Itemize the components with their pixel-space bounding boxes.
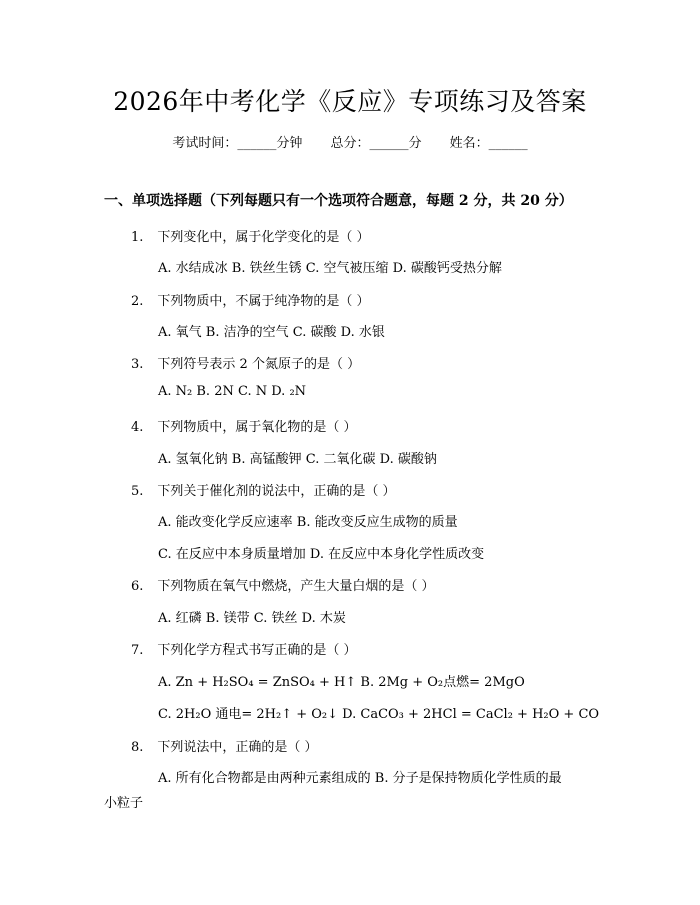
question-3-options: A. N₂ B. 2N C. N D. ₂N	[158, 384, 307, 399]
total-score: 总分：______分	[330, 136, 422, 151]
question-8	[131, 736, 318, 755]
question-1	[131, 226, 370, 245]
question-4-options: A. 氢氧化钠 B. 高锰酸钾 C. 二氧化碳 D. 碳酸钠	[158, 452, 437, 467]
question-text: 下列变化中，属于化学变化的是（ ）	[157, 230, 370, 245]
question-text: 下列物质中，不属于纯净物的是（ ）	[157, 294, 370, 309]
question-1-options: A. 水结成冰 B. 铁丝生锈 C. 空气被压缩 D. 碳酸钙受热分解	[158, 261, 502, 276]
section-heading: 一、单项选择题（下列每题只有一个选项符合题意，每题 2 分，共 20 分）	[104, 193, 573, 209]
page-title: 2026年中考化学《反应》专项练习及答案	[113, 87, 587, 116]
question-number: 3.	[131, 357, 144, 372]
question-text: 下列物质中，属于氧化物的是（ ）	[157, 420, 357, 435]
question-5	[131, 480, 396, 499]
question-6-options: A. 红磷 B. 镁带 C. 铁丝 D. 木炭	[158, 611, 346, 626]
question-8-options-continuation: 小粒子	[104, 796, 144, 811]
question-number: 4.	[131, 420, 144, 435]
question-8-options: A. 所有化合物都是由两种元素组成的 B. 分子是保持物质化学性质的最	[158, 771, 562, 786]
question-7	[131, 639, 357, 658]
question-text: 下列关于催化剂的说法中，正确的是（ ）	[157, 484, 396, 499]
question-2-options: A. 氧气 B. 洁净的空气 C. 碳酸 D. 水银	[158, 325, 385, 340]
question-number: 8.	[131, 740, 144, 755]
question-text: 下列物质在氧气中燃烧，产生大量白烟的是（ ）	[157, 579, 435, 594]
question-number: 2.	[131, 294, 144, 309]
question-text: 下列说法中，正确的是（ ）	[157, 740, 318, 755]
question-number: 1.	[131, 230, 144, 245]
exam-time: 考试时间：______分钟	[172, 136, 303, 151]
question-text: 下列符号表示 2 个氮原子的是（ ）	[157, 357, 361, 372]
student-name: 姓名：______	[449, 136, 528, 151]
question-5-options-line-2: C. 在反应中本身质量增加 D. 在反应中本身化学性质改变	[158, 547, 485, 562]
question-7-options-line-2: C. 2H₂O 通电= 2H₂↑ + O₂↓ D. CaCO₃ + 2HCl = CaCl₂ + H₂O + CO	[158, 707, 600, 722]
question-number: 6.	[131, 579, 144, 594]
question-text: 下列化学方程式书写正确的是（ ）	[157, 643, 357, 658]
question-7-options-line-1: A. Zn + H₂SO₄ = ZnSO₄ + H↑ B. 2Mg + O₂点燃= 2MgO	[158, 675, 525, 690]
question-number: 5.	[131, 484, 144, 499]
question-2	[131, 290, 370, 309]
question-6	[131, 575, 435, 594]
question-3	[131, 353, 360, 372]
exam-meta	[0, 132, 700, 151]
question-number: 7.	[131, 643, 144, 658]
question-5-options-line-1: A. 能改变化学反应速率 B. 能改变反应生成物的质量	[158, 515, 458, 530]
question-4	[131, 416, 357, 435]
